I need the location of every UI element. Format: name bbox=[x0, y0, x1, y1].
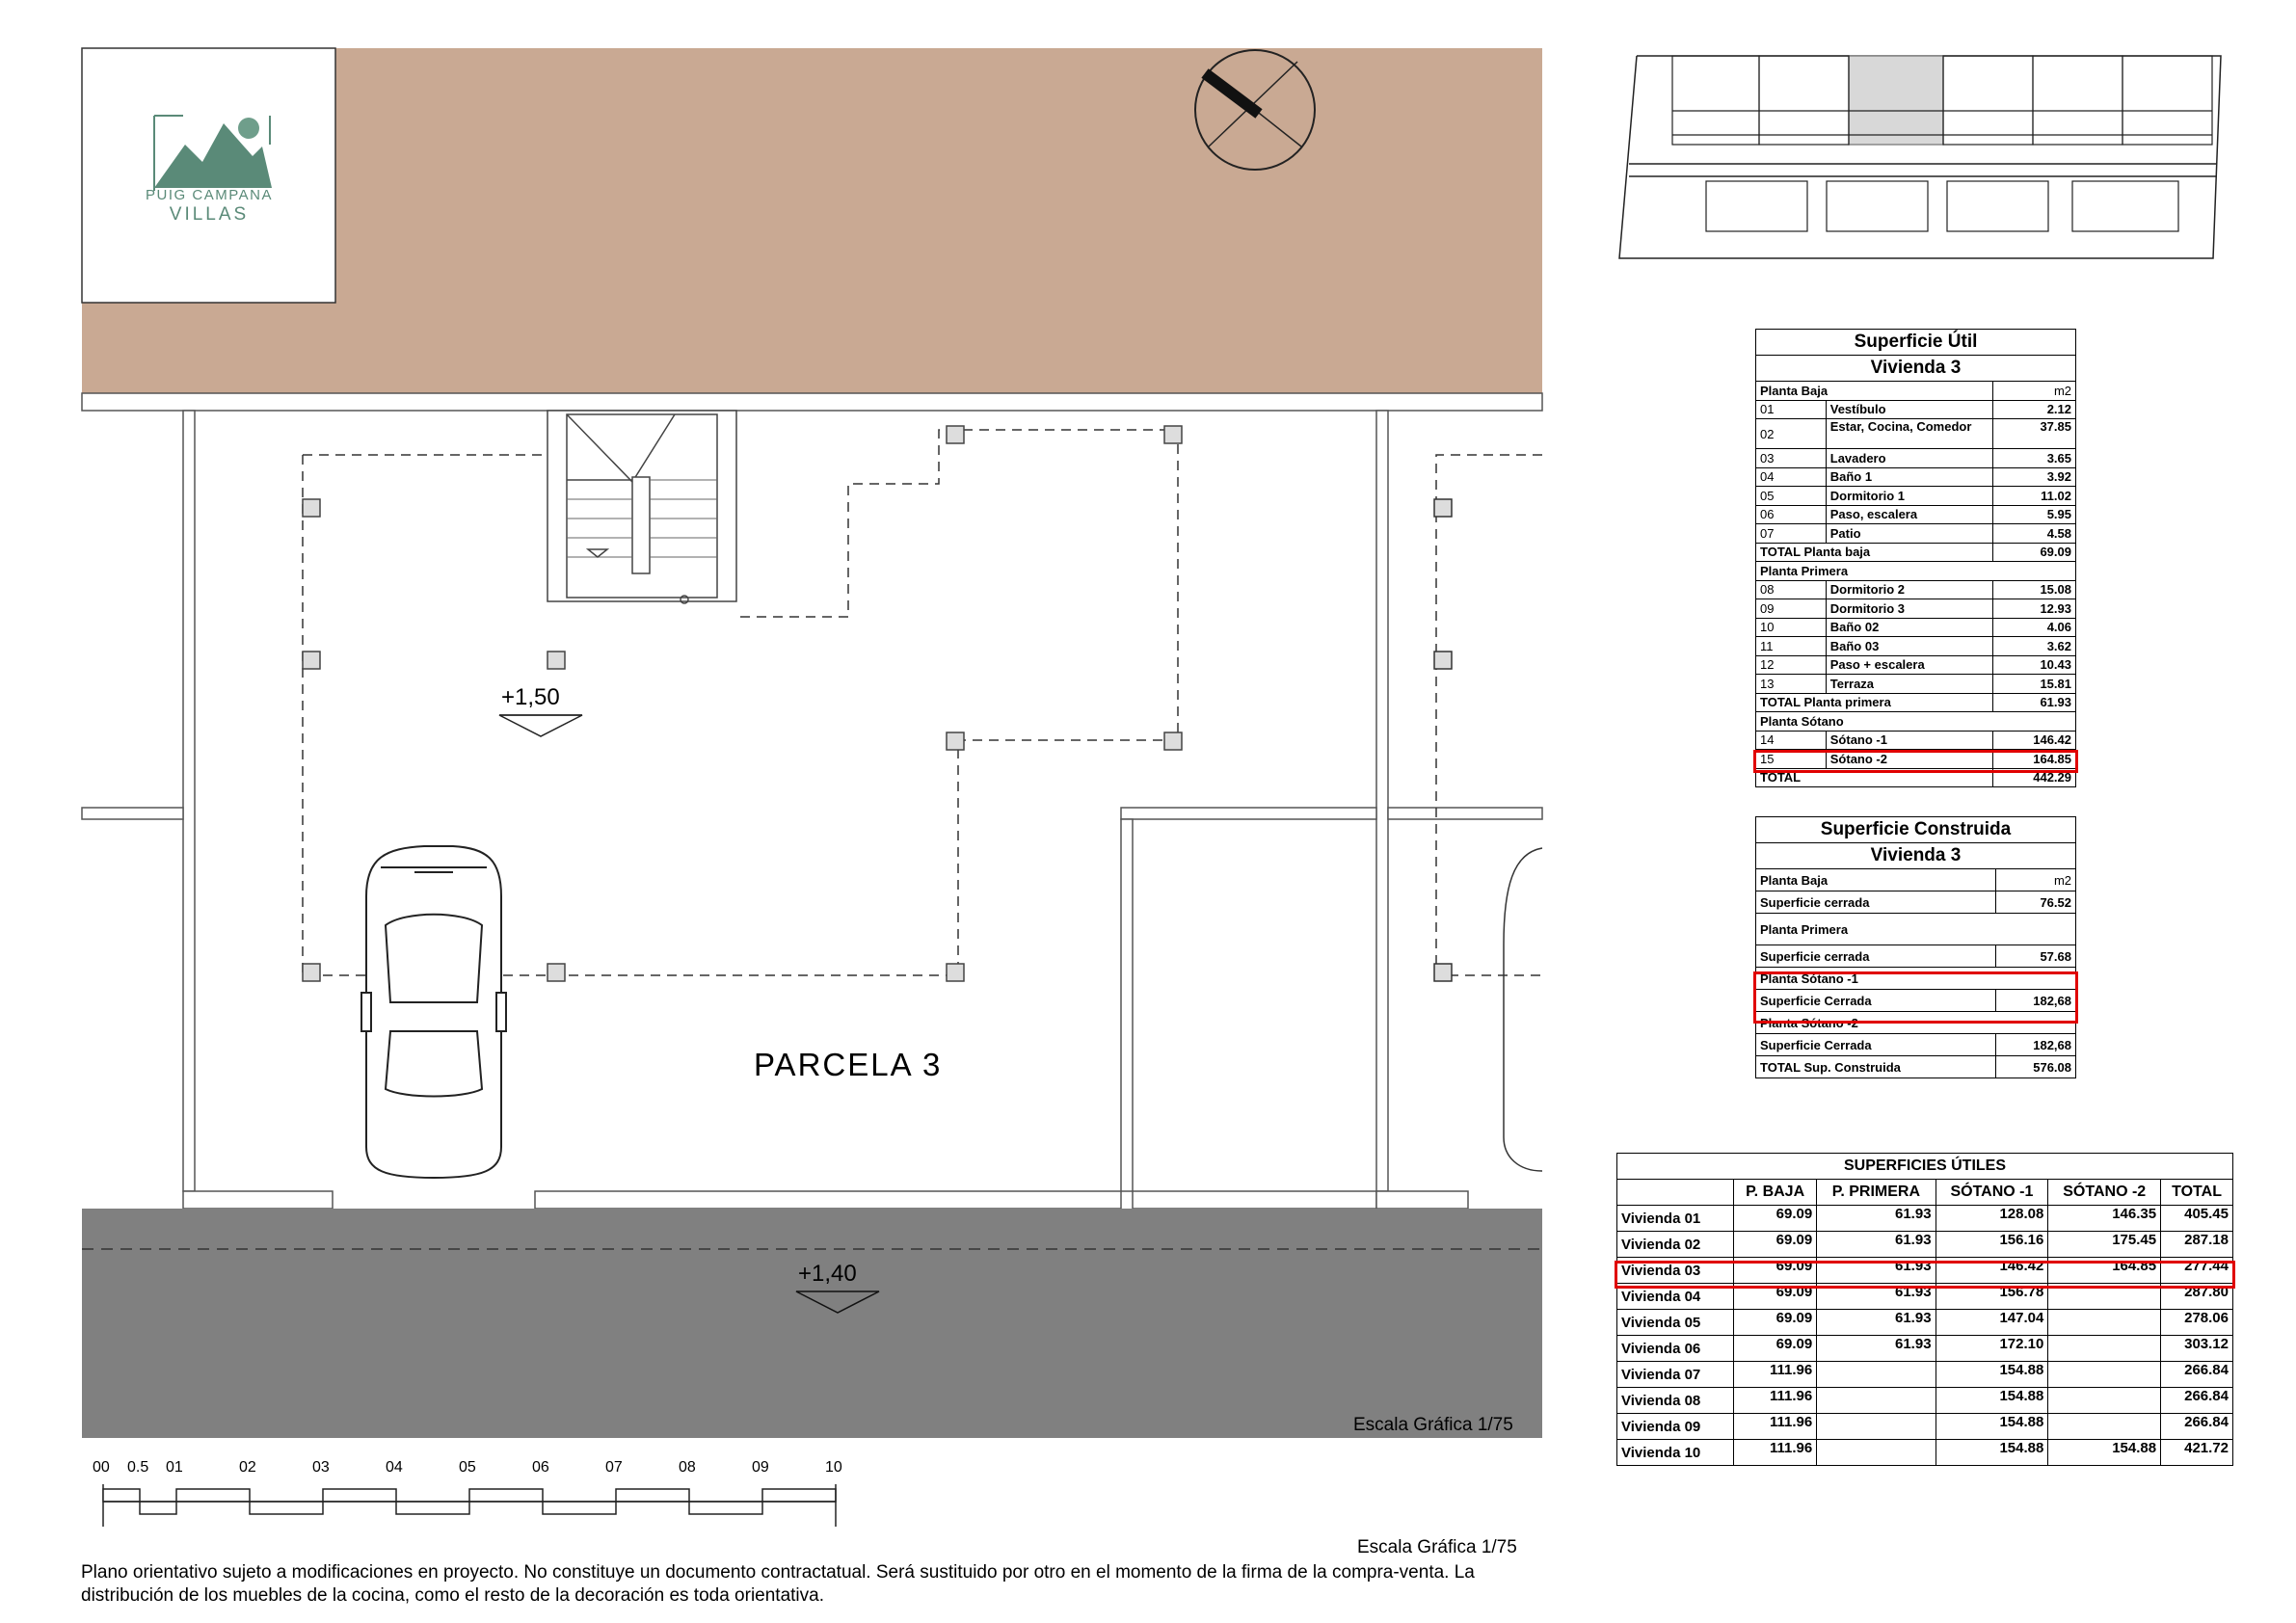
table-row: 13 Terraza 15.81 bbox=[1756, 675, 2076, 694]
table-row bbox=[1617, 1310, 2233, 1336]
table-cell: 61.93 bbox=[1817, 1206, 1936, 1232]
table-cell bbox=[2048, 1336, 2161, 1362]
column-header: SÓTANO -2 bbox=[2048, 1180, 2161, 1206]
scale-tick: 08 bbox=[679, 1459, 696, 1476]
table-cell: 154.88 bbox=[1936, 1388, 2048, 1414]
table-cell: 405.45 bbox=[2161, 1206, 2233, 1232]
row-label: Vivienda 02 bbox=[1617, 1232, 1734, 1258]
table-row: TOTAL Planta primera 61.93 bbox=[1756, 693, 2076, 712]
table-cell bbox=[2048, 1414, 2161, 1440]
table-cell: 69.09 bbox=[1734, 1336, 1817, 1362]
site-key-plan bbox=[1619, 56, 2221, 258]
table-cell: 156.78 bbox=[1936, 1284, 2048, 1310]
table-cell: 111.96 bbox=[1734, 1414, 1817, 1440]
table-row bbox=[1617, 1336, 2233, 1362]
scale-tick: 05 bbox=[459, 1459, 476, 1476]
table-cell bbox=[1817, 1414, 1936, 1440]
unit-label: m2 bbox=[1996, 869, 2076, 891]
table-cell: 154.88 bbox=[2048, 1440, 2161, 1466]
table-row bbox=[1617, 1284, 2233, 1310]
table-row bbox=[1617, 1232, 2233, 1258]
table-cell: 69.09 bbox=[1734, 1310, 1817, 1336]
table-cell: 69.09 bbox=[1734, 1258, 1817, 1284]
table-cell: 266.84 bbox=[2161, 1362, 2233, 1388]
table-row: 01 Vestíbulo 2.12 bbox=[1756, 400, 2076, 419]
table-cell: 303.12 bbox=[2161, 1336, 2233, 1362]
table-row: 10 Baño 02 4.06 bbox=[1756, 618, 2076, 637]
section-label: Planta Baja bbox=[1756, 382, 1993, 401]
superficie-util-table bbox=[1755, 329, 2076, 787]
table-cell: 287.18 bbox=[2161, 1232, 2233, 1258]
disclaimer-line1: Plano orientativo sujeto a modificaciones en proyecto. No constituye un documento contractatual. Será sustituido por otro en el momento de la firma de la compra-venta. La bbox=[81, 1562, 1475, 1583]
table-row bbox=[1617, 1206, 2233, 1232]
column-header: TOTAL bbox=[2161, 1180, 2233, 1206]
table-cell: 154.88 bbox=[1936, 1440, 2048, 1466]
table-cell: 154.88 bbox=[1936, 1414, 2048, 1440]
scale-tick: 03 bbox=[312, 1459, 330, 1476]
table-cell: 61.93 bbox=[1817, 1258, 1936, 1284]
table-row: TOTAL 442.29 bbox=[1756, 768, 2076, 787]
table-row: 05 Dormitorio 1 11.02 bbox=[1756, 487, 2076, 506]
scale-caption: Escala Gráfica 1/75 bbox=[1357, 1537, 1517, 1557]
table-cell: 69.09 bbox=[1734, 1206, 1817, 1232]
table-row bbox=[1617, 1440, 2233, 1466]
plot-walls bbox=[82, 411, 1542, 1209]
table-title: SUPERFICIES ÚTILES bbox=[1617, 1154, 2233, 1180]
row-label: Vivienda 10 bbox=[1617, 1440, 1734, 1466]
row-label: Vivienda 09 bbox=[1617, 1414, 1734, 1440]
row-label: Vivienda 03 bbox=[1617, 1258, 1734, 1284]
table-cell: 128.08 bbox=[1936, 1206, 2048, 1232]
table-subtitle: Vivienda 3 bbox=[1756, 843, 2076, 869]
row-label: Vivienda 04 bbox=[1617, 1284, 1734, 1310]
table-cell: 111.96 bbox=[1734, 1440, 1817, 1466]
scale-tick: 04 bbox=[386, 1459, 403, 1476]
section-label: Planta Primera bbox=[1756, 914, 2076, 945]
table-cell: 111.96 bbox=[1734, 1388, 1817, 1414]
row-label: Vivienda 01 bbox=[1617, 1206, 1734, 1232]
column-header: P. BAJA bbox=[1734, 1180, 1817, 1206]
table-cell bbox=[2048, 1284, 2161, 1310]
section-label: Planta Sótano -1 bbox=[1756, 968, 2076, 990]
table-cell: 156.16 bbox=[1936, 1232, 2048, 1258]
table-row: Superficie cerrada 57.68 bbox=[1756, 945, 2076, 968]
table-row: TOTAL Sup. Construida 576.08 bbox=[1756, 1056, 2076, 1078]
table-subtitle: Vivienda 3 bbox=[1756, 356, 2076, 382]
logo-text-line1: PUIG CAMPANA bbox=[146, 187, 273, 203]
scale-tick: 0.5 bbox=[127, 1459, 149, 1476]
table-row bbox=[1617, 1362, 2233, 1388]
table-row: Superficie cerrada 76.52 bbox=[1756, 891, 2076, 914]
table-row: 14 Sótano -1 146.42 bbox=[1756, 731, 2076, 750]
row-label: Vivienda 07 bbox=[1617, 1362, 1734, 1388]
scale-tick: 09 bbox=[752, 1459, 769, 1476]
logo-text-line2: VILLAS bbox=[169, 204, 250, 225]
table-cell: 154.88 bbox=[1936, 1362, 2048, 1388]
table-cell: 175.45 bbox=[2048, 1232, 2161, 1258]
table-cell bbox=[1817, 1440, 1936, 1466]
table-row: 15 Sótano -2 164.85 bbox=[1756, 750, 2076, 769]
table-cell bbox=[2048, 1310, 2161, 1336]
section-label: Planta Primera bbox=[1756, 562, 2076, 581]
unit-label: m2 bbox=[1992, 382, 2075, 401]
table-cell: 266.84 bbox=[2161, 1414, 2233, 1440]
table-row: 06 Paso, escalera 5.95 bbox=[1756, 505, 2076, 524]
table-cell: 287.80 bbox=[2161, 1284, 2233, 1310]
disclaimer-line2: distribución de los muebles de la cocina, como el resto de la decoración es toda orientativa. bbox=[81, 1585, 824, 1606]
table-cell: 266.84 bbox=[2161, 1388, 2233, 1414]
table-cell: 61.93 bbox=[1817, 1336, 1936, 1362]
street-area bbox=[82, 1209, 1542, 1438]
table-row: Superficie Cerrada 182,68 bbox=[1756, 990, 2076, 1012]
table-row: Superficie Cerrada 182,68 bbox=[1756, 1034, 2076, 1056]
table-row bbox=[1617, 1388, 2233, 1414]
table-cell: 172.10 bbox=[1936, 1336, 2048, 1362]
row-label: Vivienda 05 bbox=[1617, 1310, 1734, 1336]
level-label-upper: +1,50 bbox=[501, 684, 560, 710]
table-cell: 61.93 bbox=[1817, 1310, 1936, 1336]
column-header: SÓTANO -1 bbox=[1936, 1180, 2048, 1206]
section-label: Planta Baja bbox=[1756, 869, 1996, 891]
row-label: Vivienda 08 bbox=[1617, 1388, 1734, 1414]
rear-boundary-wall bbox=[82, 393, 1542, 411]
table-cell: 277.44 bbox=[2161, 1258, 2233, 1284]
scale-tick: 00 bbox=[93, 1459, 110, 1476]
staircase bbox=[547, 411, 736, 603]
car-drawing bbox=[361, 846, 506, 1178]
scale-tick: 07 bbox=[605, 1459, 623, 1476]
table-row: TOTAL Planta baja 69.09 bbox=[1756, 543, 2076, 562]
table-cell: 164.85 bbox=[2048, 1258, 2161, 1284]
scale-tick: 10 bbox=[825, 1459, 842, 1476]
table-cell bbox=[2048, 1362, 2161, 1388]
table-cell bbox=[1817, 1362, 1936, 1388]
table-cell: 146.42 bbox=[1936, 1258, 2048, 1284]
table-cell: 147.04 bbox=[1936, 1310, 2048, 1336]
table-cell: 146.35 bbox=[2048, 1206, 2161, 1232]
table-row: 07 Patio 4.58 bbox=[1756, 524, 2076, 544]
table-row: 12 Paso + escalera 10.43 bbox=[1756, 655, 2076, 675]
scale-tick: 01 bbox=[166, 1459, 183, 1476]
table-title: Superficie Útil bbox=[1756, 330, 2076, 356]
table-cell: 278.06 bbox=[2161, 1310, 2233, 1336]
table-row: 02 Estar, Cocina, Comedor 37.85 bbox=[1756, 419, 2076, 449]
scale-bar-ticks bbox=[93, 1459, 864, 1478]
table-row: 11 Baño 03 3.62 bbox=[1756, 637, 2076, 656]
table-cell: 69.09 bbox=[1734, 1284, 1817, 1310]
table-row bbox=[1617, 1414, 2233, 1440]
parcel-label: PARCELA 3 bbox=[754, 1047, 943, 1082]
table-row bbox=[1617, 1258, 2233, 1284]
table-cell: 111.96 bbox=[1734, 1362, 1817, 1388]
scale-tick: 06 bbox=[532, 1459, 549, 1476]
table-cell bbox=[2048, 1388, 2161, 1414]
table-cell: 421.72 bbox=[2161, 1440, 2233, 1466]
table-cell: 61.93 bbox=[1817, 1232, 1936, 1258]
level-label-lower: +1,40 bbox=[798, 1261, 857, 1287]
table-cell: 61.93 bbox=[1817, 1284, 1936, 1310]
table-row: 03 Lavadero 3.65 bbox=[1756, 449, 2076, 468]
level-marker-upper bbox=[499, 715, 582, 736]
table-title: Superficie Construida bbox=[1756, 817, 2076, 843]
superficie-construida-table bbox=[1755, 816, 2076, 1078]
superficies-utiles-table bbox=[1616, 1153, 2233, 1466]
table-row: 04 Baño 1 3.92 bbox=[1756, 467, 2076, 487]
section-label: Planta Sótano bbox=[1756, 712, 2076, 732]
row-label: Vivienda 06 bbox=[1617, 1336, 1734, 1362]
table-row: 09 Dormitorio 3 12.93 bbox=[1756, 599, 2076, 619]
plan-scale-label: Escala Gráfica 1/75 bbox=[1353, 1415, 1513, 1435]
table-cell bbox=[1817, 1388, 1936, 1414]
section-label: Planta Sótano -2 bbox=[1756, 1012, 2076, 1034]
scale-bar bbox=[103, 1484, 836, 1527]
column-header: P. PRIMERA bbox=[1817, 1180, 1936, 1206]
table-row: 08 Dormitorio 2 15.08 bbox=[1756, 580, 2076, 599]
scale-tick: 02 bbox=[239, 1459, 256, 1476]
table-cell: 69.09 bbox=[1734, 1232, 1817, 1258]
